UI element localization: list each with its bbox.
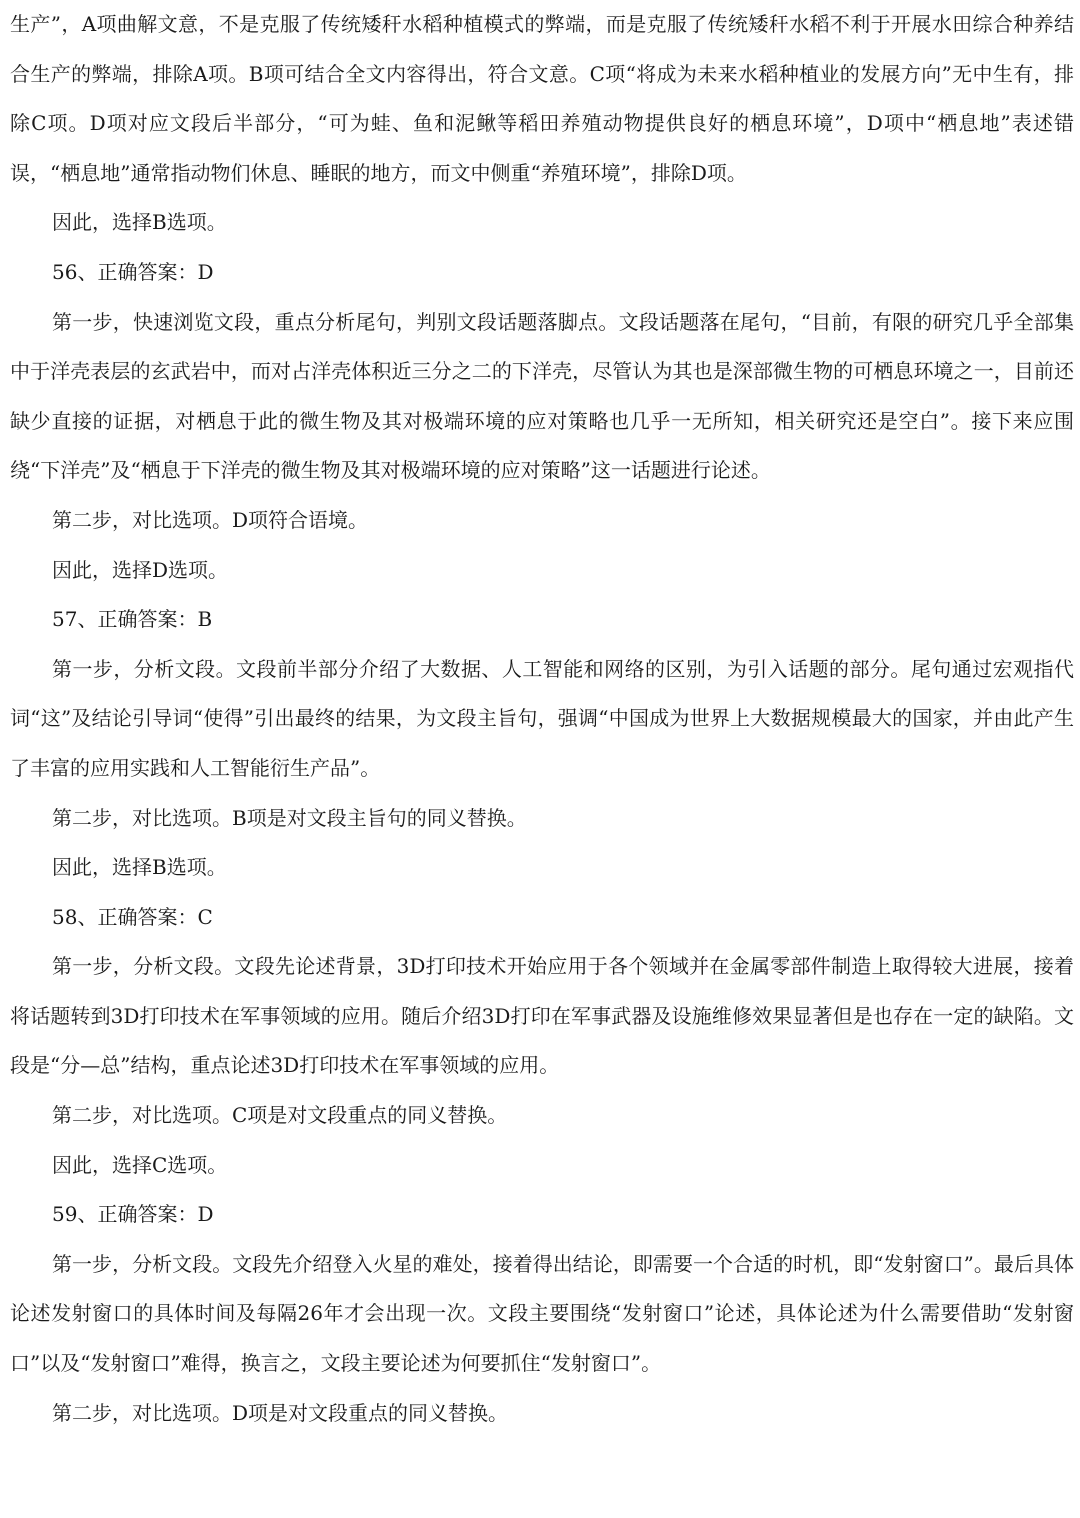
explanation-paragraph: 生产”，A项曲解文意，不是克服了传统矮秆水稻种植模式的弊端，而是克服了传统矮秆水稻不利于开展水田综合种养结合生产的弊端，排除A项。B项可结合全文内容得出，符合文意。C项“将成为未来水稻种植业的发展方向”无中生有，排除C项。D项对应文段后半部分，“可为蛙、鱼和泥鳅等稻田养殖动物提供良好的栖息环境”，D项中“栖息地”表述错误，“栖息地”通常指动物们休息、睡眠的地方，而文中侧重“养殖环境”，排除D项。 — [10, 12, 1074, 185]
explanation-paragraph: 第二步，对比选项。D项是对文段重点的同义替换。 — [52, 1400, 509, 1425]
conclusion-line: 因此，选择D选项。 — [52, 557, 229, 582]
answer-heading: 58、正确答案：C — [52, 904, 213, 929]
answer-heading: 59、正确答案：D — [52, 1202, 214, 1227]
explanation-paragraph: 第二步，对比选项。D项符合语境。 — [52, 507, 369, 532]
answer-heading: 56、正确答案：D — [52, 259, 214, 284]
conclusion-line: 因此，选择B选项。 — [52, 855, 227, 880]
document-body — [10, 0, 1074, 1438]
explanation-paragraph: 第一步，分析文段。文段先介绍登入火星的难处，接着得出结论，即需要一个合适的时机，即“发射窗口”。最后具体论述发射窗口的具体时间及每隔26年才会出现一次。文段主要围绕“发射窗口”论述，具体论述为什么需要借助“发射窗口”以及“发射窗口”难得，换言之，文段主要论述为何要抓住“发射窗口”。 — [10, 1251, 1074, 1376]
conclusion-line: 因此，选择B选项。 — [52, 210, 227, 235]
explanation-paragraph: 第一步，分析文段。文段先论述背景，3D打印技术开始应用于各个领域并在金属零部件制造上取得较大进展，接着将话题转到3D打印技术在军事领域的应用。随后介绍3D打印在军事武器及设施维修效果显著但是也存在一定的缺陷。文段是“分—总”结构，重点论述3D打印技术在军事领域的应用。 — [10, 954, 1074, 1078]
explanation-paragraph: 第一步，分析文段。文段前半部分介绍了大数据、人工智能和网络的区别，为引入话题的部分。尾句通过宏观指代词“这”及结论引导词“使得”引出最终的结果，为文段主旨句，强调“中国成为世界上大数据规模最大的国家，并由此产生了丰富的应用实践和人工智能衍生产品”。 — [10, 656, 1074, 780]
answer-heading: 57、正确答案：B — [52, 607, 213, 632]
explanation-paragraph: 第二步，对比选项。B项是对文段主旨句的同义替换。 — [52, 805, 527, 830]
explanation-paragraph: 第二步，对比选项。C项是对文段重点的同义替换。 — [52, 1103, 508, 1128]
conclusion-line: 因此，选择C选项。 — [52, 1152, 228, 1177]
explanation-paragraph: 第一步，快速浏览文段，重点分析尾句，判别文段话题落脚点。文段话题落在尾句，“目前，有限的研究几乎全部集中于洋壳表层的玄武岩中，而对占洋壳体积近三分之二的下洋壳，尽管认为其也是深部微生物的可栖息环境之一，目前还缺少直接的证据，对栖息于此的微生物及其对极端环境的应对策略也几乎一无所知，相关研究还是空白”。接下来应围绕“下洋壳”及“栖息于下洋壳的微生物及其对极端环境的应对策略”这一话题进行论述。 — [10, 309, 1074, 483]
